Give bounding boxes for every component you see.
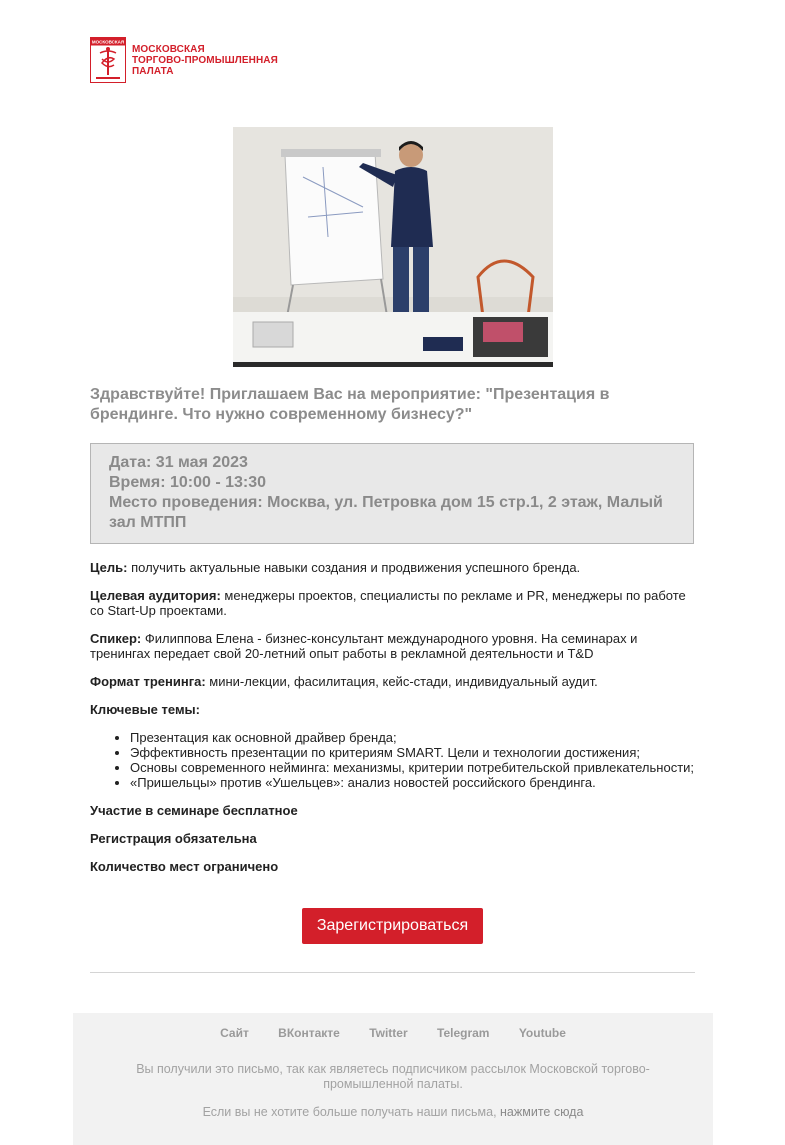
registration-required: Регистрация обязательна <box>90 831 257 846</box>
topics-heading: Ключевые темы: <box>90 702 200 717</box>
speaker-paragraph: Спикер: Филиппова Елена - бизнес-консультант международного уровня. На семинарах и тренингах передает свой 20-летний опыт работы в рекламной деятельности и T&D <box>90 631 638 661</box>
audience-paragraph: Целевая аудитория: менеджеры проектов, специалисты по рекламе и PR, менеджеры по работе со Start-Up проектами. <box>90 588 686 618</box>
footer-link-site[interactable]: Сайт <box>220 1026 249 1040</box>
list-item: • Основы современного нейминга: механизмы, критерии потребительской привлекательности; <box>130 760 695 775</box>
list-item: • Презентация как основной драйвер бренда; <box>130 730 695 745</box>
chamber-emblem-icon <box>90 37 126 83</box>
footer-link-youtube[interactable]: Youtube <box>518 1026 566 1040</box>
unsubscribe-note: Если вы не хотите больше получать наши письма, нажмите сюда <box>202 1105 584 1119</box>
footer-link-vkontakte[interactable]: ВКонтакте <box>278 1026 340 1040</box>
unsubscribe-link[interactable]: нажмите сюда <box>500 1105 584 1119</box>
limited-seats: Количество мест ограничено <box>90 859 279 874</box>
event-info-box <box>90 443 694 544</box>
event-place: Место проведения: Москва, ул. Петровка дом 15 стр.1, 2 этаж, Малый зал МТПП <box>109 494 663 531</box>
logo-wordmark: МОСКОВСКАЯ ТОРГОВО-ПРОМЫШЛЕННАЯ ПАЛАТА <box>132 43 278 77</box>
cta-wrapper <box>0 908 785 944</box>
footer-link-twitter[interactable]: Twitter <box>369 1026 408 1040</box>
email-body <box>90 560 695 887</box>
list-item: • «Пришельцы» против «Ушельцев»: анализ новостей российского брендинга. <box>130 775 695 790</box>
topics-list <box>90 730 695 790</box>
goal-paragraph: Цель: получить актуальные навыки создания и продвижения успешного бренда. <box>90 560 581 575</box>
format-paragraph: Формат тренинга: мини-лекции, фасилитация, кейс-стади, индивидуальный аудит. <box>90 674 598 689</box>
hero-image <box>233 127 553 367</box>
divider <box>90 972 695 973</box>
free-participation: Участие в семинаре бесплатное <box>90 803 298 818</box>
subscription-note: Вы получили это письмо, так как являетесь подписчиком рассылок Московской торгово-промышленной палаты. <box>136 1062 650 1091</box>
logo[interactable] <box>90 37 278 83</box>
footer-link-telegram[interactable]: Telegram <box>437 1026 490 1040</box>
event-time: Время: 10:00 - 13:30 <box>109 474 267 491</box>
email-headline: Здравствуйте! Приглашаем Вас на мероприятие: "Презентация в брендинге. Что нужно современному бизнесу?" <box>90 386 610 423</box>
event-date: Дата: 31 мая 2023 <box>109 454 248 471</box>
register-button[interactable]: Зарегистрироваться <box>302 908 483 944</box>
list-item: • Эффективность презентации по критериям SMART. Цели и технологии достижения; <box>130 745 695 760</box>
footer-links <box>73 1026 713 1040</box>
footer <box>73 1013 713 1145</box>
svg-text:МОСКОВСКАЯ: МОСКОВСКАЯ <box>91 39 125 45</box>
